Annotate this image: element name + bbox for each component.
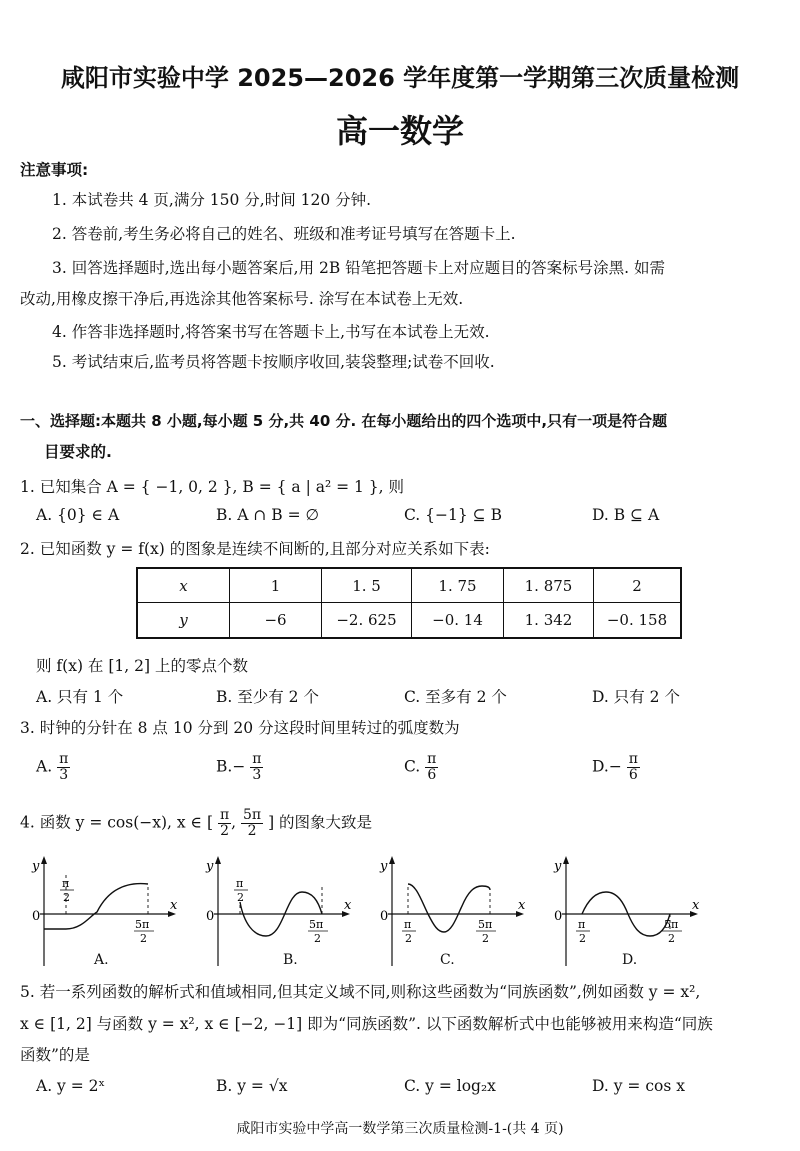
axis-y-label: y (32, 859, 40, 874)
denominator: 6 (628, 767, 638, 783)
tick-denominator: 2 (140, 932, 147, 945)
q1-option-b: B. A ∩ B = ∅ (216, 506, 320, 524)
numerator: π (59, 751, 69, 767)
fraction (425, 752, 438, 783)
notice-item: 1. 本试卷共 4 页,满分 150 分,时间 120 分钟. (52, 191, 372, 209)
tick-denominator: 2 (579, 932, 586, 945)
q3-option-c (404, 752, 438, 783)
origin-label: 0 (554, 909, 563, 924)
q3-option-a (36, 752, 70, 783)
tick-denominator: 2 (668, 932, 675, 945)
q3-option-b (216, 752, 263, 783)
option-sign: − (232, 757, 246, 776)
tick-denominator: 2 (237, 891, 244, 904)
notice-item: 4. 作答非选择题时,将答案书写在答题卡上,书写在本试卷上无效. (52, 323, 490, 341)
fraction (627, 752, 640, 783)
numerator: π (252, 751, 262, 767)
table-cell: −0. 14 (412, 603, 504, 637)
graph-d-label: D. (622, 952, 638, 968)
table-cell: −6 (230, 603, 322, 637)
q2-option-c: C. 至多有 2 个 (404, 688, 507, 706)
graph-b (204, 854, 354, 974)
stem-text: ] 的图象大致是 (268, 813, 373, 832)
numerator: π (219, 807, 230, 823)
denominator: 3 (59, 767, 69, 783)
denominator: 2 (220, 823, 230, 839)
q1-option-c: C. {−1} ⊆ B (404, 506, 502, 524)
denominator: 2 (247, 823, 257, 839)
exam-title: 咸阳市实验中学 2025—2026 学年度第一学期第三次质量检测 (60, 64, 740, 92)
q5-option-c: C. y = log₂x (404, 1077, 496, 1095)
option-letter: A. (36, 757, 53, 776)
question-1-stem: 1. 已知集合 A = { −1, 0, 2 }, B = { a | a² = 1 }, 则 (20, 478, 405, 496)
question-2-stem: 2. 已知函数 y = f(x) 的图象是连续不间断的,且部分对应关系如下表: (20, 540, 490, 558)
tick-numerator: 5π (478, 918, 493, 931)
table-cell: 1. 75 (412, 569, 504, 603)
q5-option-a: A. y = 2ˣ (36, 1077, 106, 1095)
table-cell: 1. 875 (504, 569, 594, 603)
section-heading-cont: 目要求的. (44, 443, 112, 461)
denominator: 3 (252, 767, 262, 783)
numerator: π (628, 751, 638, 767)
fraction (57, 752, 70, 783)
question-2-followup: 则 f(x) 在 [1, 2] 上的零点个数 (36, 657, 248, 675)
notice-item: 5. 考试结束后,监考员将答题卡按顺序收回,装袋整理;试卷不回收. (52, 353, 495, 371)
origin-label: 0 (32, 909, 41, 924)
stem-text: 4. 函数 y = cos(−x), x ∈ [ (20, 813, 214, 832)
tick-numerator: π (62, 877, 70, 890)
option-letter: D. (592, 757, 609, 776)
graph-b-label: B. (283, 952, 298, 968)
origin-label: 0 (380, 909, 389, 924)
tick-denominator: 2 (63, 891, 70, 904)
tick-numerator: 5π (135, 918, 150, 931)
q2-option-b: B. 至少有 2 个 (216, 688, 319, 706)
values-table (136, 567, 682, 639)
table-cell: −0. 158 (606, 611, 668, 629)
notice-item: 2. 答卷前,考生务必将自己的姓名、班级和准考证号填写在答题卡上. (52, 225, 516, 243)
fraction (241, 808, 263, 839)
notice-item: 改动,用橡皮擦干净后,再选涂其他答案标号. 涂写在本试卷上无效. (20, 290, 464, 308)
table-cell: −2. 625 (322, 603, 412, 637)
table-header-x: x (138, 569, 230, 603)
q5-option-b: B. y = √x (216, 1077, 288, 1095)
origin-label: 0 (206, 909, 215, 924)
graph-c-label: C. (440, 952, 455, 968)
graph-a-label: A. (94, 952, 109, 968)
table-cell: 2 (594, 569, 680, 603)
page-footer: 咸阳市实验中学高一数学第三次质量检测-1-(共 4 页) (236, 1121, 564, 1137)
option-letter: C. (404, 757, 421, 776)
question-5-line: x ∈ [1, 2] 与函数 y = x², x ∈ [−2, −1] 即为“同族函数”. 以下函数解析式中也能够被用来构造“同族 (20, 1015, 713, 1033)
axis-x-label: x (692, 898, 700, 913)
notice-heading: 注意事项: (20, 161, 89, 179)
axis-y-label: y (554, 859, 562, 874)
tick-numerator: 5π (309, 918, 324, 931)
axis-x-label: x (518, 898, 526, 913)
table-header-y: y (138, 603, 230, 637)
section-heading: 一、选择题:本题共 8 小题,每小题 5 分,共 40 分. 在每小题给出的四个选项中,只有一项是符合题 (20, 412, 668, 430)
option-letter: B. (216, 757, 233, 776)
notice-item: 3. 回答选择题时,选出每小题答案后,用 2B 铅笔把答题卡上对应题目的答案标号涂黑. 如需 (52, 259, 666, 277)
fraction (250, 752, 263, 783)
tick-numerator: π (404, 918, 412, 931)
axis-x-label: x (170, 898, 178, 913)
q5-option-d: D. y = cos x (592, 1077, 685, 1095)
axis-y-label: y (380, 859, 388, 874)
q1-option-d: D. B ⊆ A (592, 506, 660, 524)
question-3-stem: 3. 时钟的分针在 8 点 10 分到 20 分这段时间里转过的弧度数为 (20, 719, 460, 737)
fraction (218, 808, 231, 839)
q2-option-a: A. 只有 1 个 (36, 688, 124, 706)
q1-option-a: A. {0} ∈ A (36, 506, 120, 524)
tick-denominator: 2 (482, 932, 489, 945)
denominator: 6 (427, 767, 437, 783)
tick-numerator: 5π (664, 918, 679, 931)
subject-title: 高一数学 (335, 112, 464, 150)
tick-numerator: π (578, 918, 586, 931)
question-5-line: 5. 若一系列函数的解析式和值域相同,但其定义域不同,则称这些函数为“同族函数”,例如函数 y = x², (20, 983, 701, 1001)
tick-numerator: π (236, 877, 244, 890)
numerator: π (427, 751, 437, 767)
axis-y-label: y (206, 859, 214, 874)
option-sign: − (608, 757, 622, 776)
question-4-stem: 4. 函数 y = cos(−x), x ∈ [ $\frac{\pi}{2}$ , $\frac{5\pi}{2}$ ] 的图象大致是 (20, 807, 373, 839)
tick-denominator: 2 (405, 932, 412, 945)
table-cell: 1. 5 (322, 569, 412, 603)
table-cell: 1. 342 (504, 603, 594, 637)
q2-option-d: D. 只有 2 个 (592, 688, 680, 706)
table-cell: 1 (230, 569, 322, 603)
question-5-line: 函数”的是 (20, 1046, 90, 1064)
tick-denominator: 2 (314, 932, 321, 945)
q3-option-d (592, 752, 640, 783)
numerator: 5π (243, 807, 262, 823)
axis-x-label: x (344, 898, 352, 913)
